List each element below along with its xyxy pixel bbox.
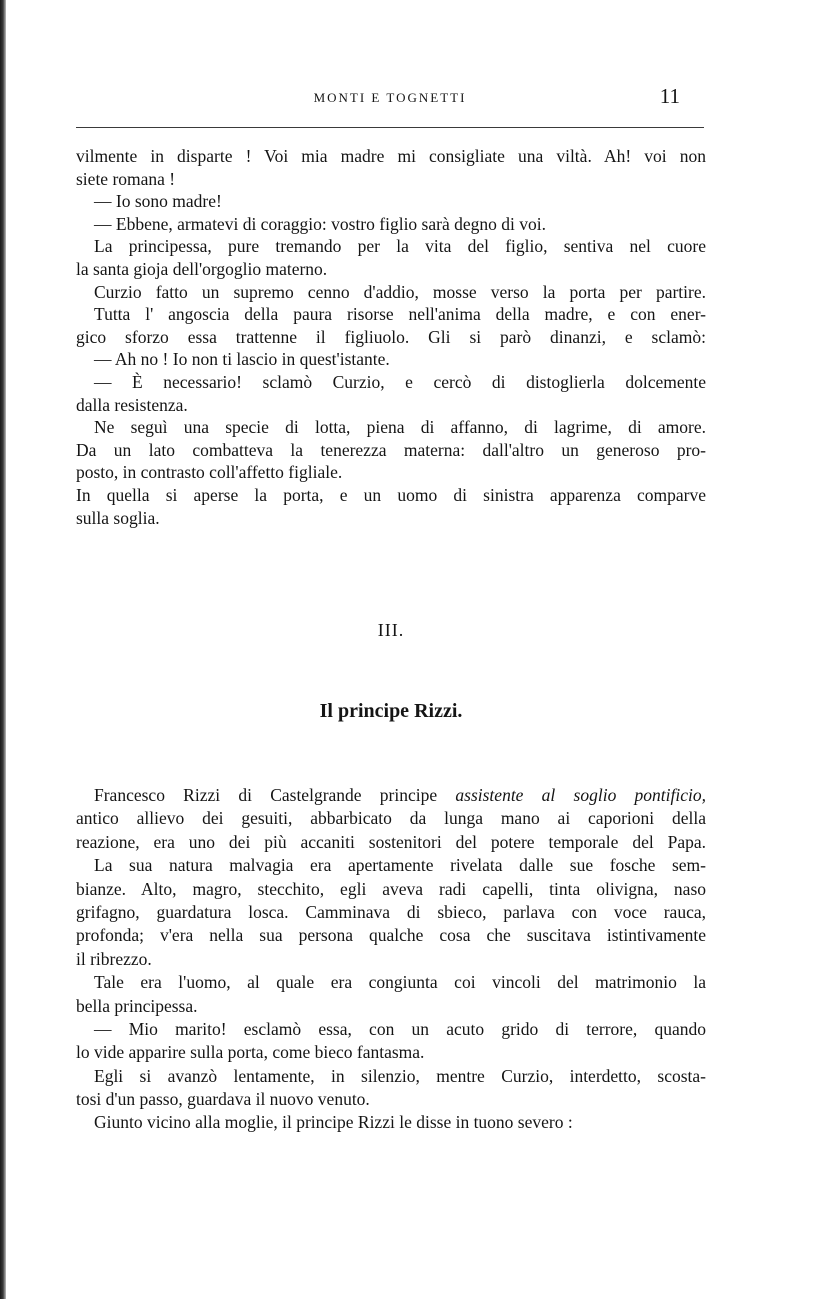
text-line: — Io sono madre! bbox=[94, 191, 222, 212]
text-line: il ribrezzo. bbox=[76, 948, 152, 969]
text-line: — È necessario! sclamò Curzio, e cercò di distoglierla dolcemente bbox=[94, 371, 706, 392]
text-line: — Ebbene, armatevi di coraggio: vostro figlio sarà degno di voi. bbox=[94, 213, 546, 234]
text-line: posto, in contrasto coll'affetto figliale. bbox=[76, 462, 343, 483]
running-title: MONTI E TOGNETTI bbox=[313, 90, 467, 105]
text-line: — Mio marito! esclamò essa, con un acuto grido di terrore, quando bbox=[94, 1018, 706, 1039]
text-run: Francesco Rizzi di Castelgrande principe bbox=[94, 785, 438, 805]
text-block-bottom bbox=[76, 784, 706, 1135]
text-line: Tale era l'uomo, al quale era congiunta coi vincoli del matrimonio la bbox=[94, 972, 706, 993]
text-line: Da un lato combatteva la tenerezza materna: dall'altro un generoso pro- bbox=[76, 439, 706, 460]
text-line: grifagno, guardatura losca. Camminava di sbieco, parlava con voce rauca, bbox=[76, 901, 706, 922]
section-title: Il principe Rizzi. bbox=[319, 700, 463, 722]
running-head bbox=[76, 84, 704, 110]
text-line: reazione, era uno dei più accaniti sostenitori del potere temporale del Papa. bbox=[76, 831, 706, 852]
text-line: siete romana ! bbox=[76, 168, 176, 189]
page-number: 11 bbox=[659, 84, 680, 108]
text-line: — Ah no ! Io non ti lascio in quest'istante. bbox=[94, 349, 390, 370]
text-line: vilmente in disparte ! Voi mia madre mi consigliate una viltà. Ah! voi non bbox=[76, 146, 706, 166]
italic-phrase: assistente al soglio pontificio, bbox=[455, 785, 707, 805]
text-block-top bbox=[76, 145, 706, 529]
text-line: antico allievo dei gesuiti, abbarbicato da lunga mano ai caporioni della bbox=[76, 808, 706, 829]
text-line: lo vide apparire sulla porta, come bieco fantasma. bbox=[76, 1042, 425, 1063]
text-line: dalla resistenza. bbox=[76, 394, 188, 415]
text-line bbox=[76, 784, 706, 807]
section-number: III. bbox=[377, 620, 405, 640]
text-line: Giunto vicino alla moglie, il principe Rizzi le disse in tuono severo : bbox=[94, 1112, 573, 1133]
text-line: la santa gioja dell'orgoglio materno. bbox=[76, 258, 328, 279]
text-line: bianze. Alto, magro, stecchito, egli aveva radi capelli, tinta olivigna, naso bbox=[76, 878, 706, 899]
text-line: Egli si avanzò lentamente, in silenzio, mentre Curzio, interdetto, scosta- bbox=[94, 1065, 706, 1086]
text-line: sulla soglia. bbox=[76, 507, 160, 528]
text-line: Ne seguì una specie di lotta, piena di affanno, di lagrime, di amore. bbox=[94, 417, 706, 438]
text-line: La principessa, pure tremando per la vita del figlio, sentiva nel cuore bbox=[94, 236, 706, 257]
text-line: profonda; v'era nella sua persona qualche cosa che suscitava istintivamente bbox=[76, 925, 706, 946]
text-line: La sua natura malvagia era apertamente rivelata dalle sue fosche sem- bbox=[94, 855, 706, 876]
text-line: Tutta l' angoscia della paura risorse nell'anima della madre, e con ener- bbox=[94, 304, 706, 325]
text-line: tosi d'un passo, guardava il nuovo venuto. bbox=[76, 1089, 370, 1110]
text-line: In quella si aperse la porta, e un uomo di sinistra apparenza comparve bbox=[76, 484, 706, 505]
header-rule bbox=[76, 127, 704, 128]
text-line: Curzio fatto un supremo cenno d'addio, mosse verso la porta per partire. bbox=[94, 281, 706, 302]
text-line: gico sforzo essa trattenne il figliuolo. Gli si parò dinanzi, e sclamò: bbox=[76, 326, 706, 347]
text-line: bella principessa. bbox=[76, 995, 198, 1016]
